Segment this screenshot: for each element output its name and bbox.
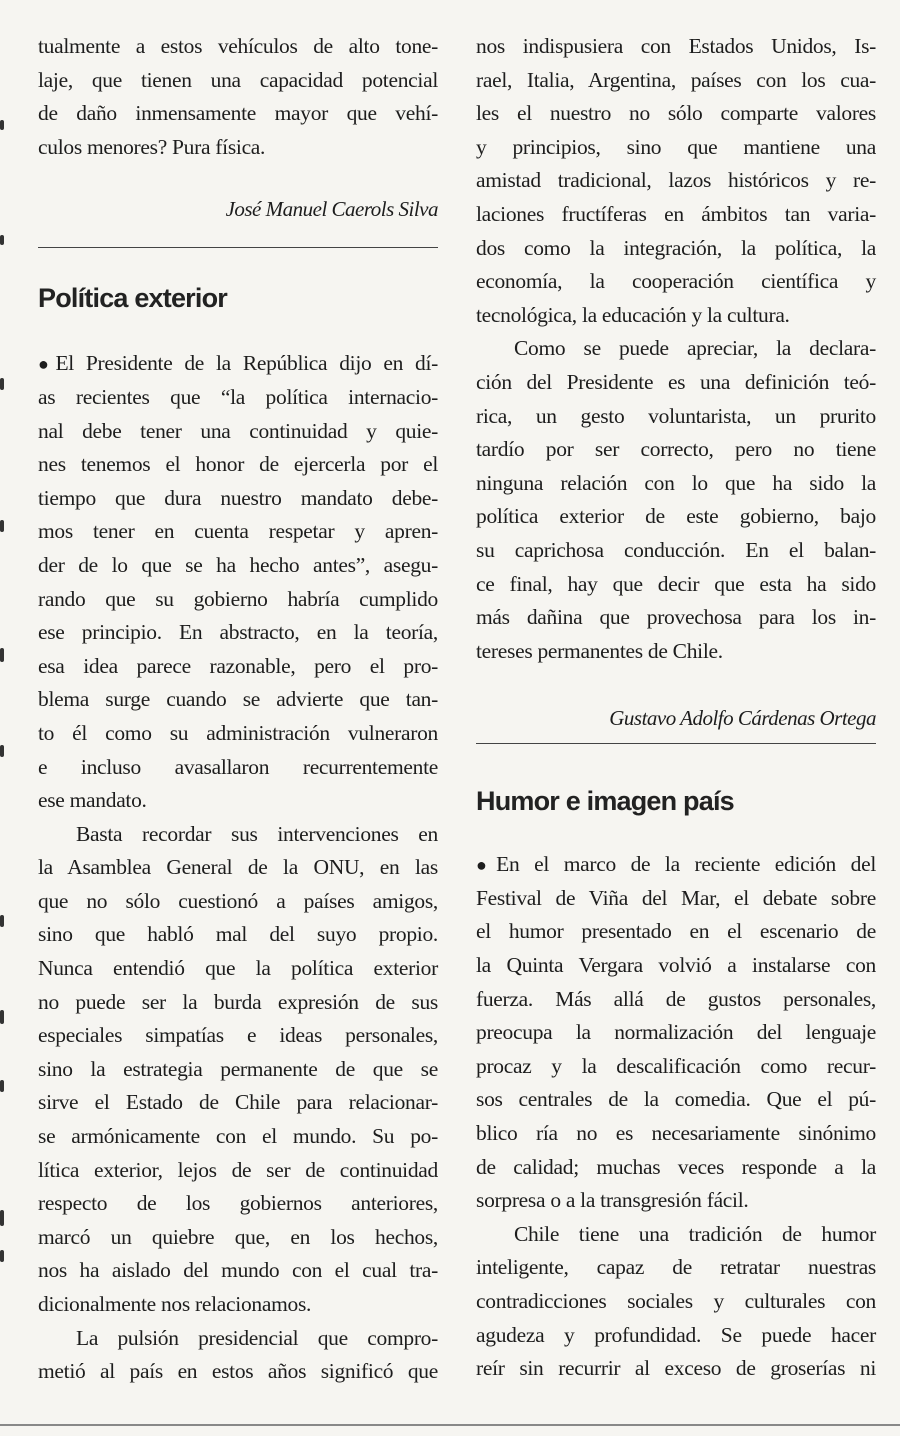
- text-line: sorpresa o a la transgresión fácil.: [476, 1188, 749, 1213]
- text-line: to él como su administración vulneraron: [38, 720, 438, 745]
- text-line: reír sin recurrir al exceso de groserías ni: [476, 1356, 876, 1381]
- text-line: ninguna relación con lo que ha sido la: [476, 470, 876, 495]
- text-line: En el marco de la reciente edición del: [496, 852, 877, 877]
- text-line: sino la estrategia permanente de que se: [38, 1056, 438, 1081]
- right-column: [476, 30, 876, 1386]
- text-line: sino que habló mal del suyo propio.: [38, 922, 438, 947]
- bullet-icon: ●: [476, 855, 497, 876]
- text-line: Basta recordar sus intervenciones en: [76, 821, 438, 846]
- text-line: su caprichosa conducción. En el balan-: [476, 537, 876, 562]
- edge-mark: [0, 1010, 4, 1024]
- section-title-humor-imagen-pais: Humor e imagen país: [476, 786, 734, 817]
- text-line: as recientes que “la política internacio-: [38, 384, 438, 409]
- text-line: de daño inmensamente mayor que vehí-: [38, 101, 438, 126]
- letter-politica-exterior: [38, 347, 438, 1388]
- edge-mark: [0, 1250, 4, 1262]
- text-line: tualmente a estos vehículos de alto tone-: [38, 34, 438, 58]
- text-line: rando que su gobierno habría cumplido: [38, 586, 438, 611]
- text-line: nes tenemos el honor de ejercerla por el: [38, 452, 438, 477]
- text-line: El Presidente de la República dijo en dí-: [55, 351, 438, 376]
- text-line: sos centrales de la comedia. Que el pú-: [476, 1087, 876, 1112]
- text-line: blico ría no es necesariamente sinónimo: [476, 1121, 876, 1146]
- text-line: culos menores? Pura física.: [38, 134, 266, 159]
- edge-mark: [0, 1080, 4, 1092]
- text-line: rael, Italia, Argentina, países con los cua-: [476, 67, 876, 92]
- text-line: tereses permanentes de Chile.: [476, 638, 723, 663]
- text-line: no puede ser la burda expresión de sus: [38, 989, 438, 1014]
- text-line: más dañina que provechosa para los in-: [476, 605, 876, 630]
- text-line: laciones fructíferas en ámbitos tan varia-: [476, 201, 876, 226]
- text-line: der de lo que se ha hecho antes”, asegu-: [38, 552, 438, 577]
- letter-separator: [38, 247, 438, 248]
- text-line: Nunca entendió que la política exterior: [38, 956, 438, 981]
- edge-mark: [0, 915, 4, 927]
- text-line: política exterior de este gobierno, bajo: [476, 504, 876, 529]
- text-line: de calidad; muchas veces responde a la: [476, 1154, 876, 1179]
- letter-humor-imagen-pais: [476, 848, 876, 1386]
- letter-continuation: [38, 30, 438, 164]
- text-line: dicionalmente nos relacionamos.: [38, 1292, 312, 1316]
- text-line: tiempo que dura nuestro mandato debe-: [38, 485, 438, 510]
- text-line: nos indispusiera con Estados Unidos, Is-: [476, 34, 876, 58]
- text-line: respecto de los gobiernos anteriores,: [38, 1191, 438, 1216]
- text-line: el humor presentado en el escenario de: [476, 919, 876, 944]
- edge-mark: [0, 378, 4, 390]
- section-title-politica-exterior: Política exterior: [38, 283, 227, 314]
- text-line: amistad tradicional, lazos históricos y re-: [476, 168, 876, 193]
- text-line: especiales simpatías e ideas personales,: [38, 1023, 438, 1048]
- text-line: dos como la integración, la política, la: [476, 235, 876, 260]
- text-line: nos ha aislado del mundo con el cual tra-: [38, 1258, 438, 1283]
- text-line: les el nuestro no sólo comparte valores: [476, 101, 876, 126]
- text-line: procaz y la descalificación como recur-: [476, 1053, 876, 1078]
- edge-mark: [0, 520, 4, 532]
- text-line: rica, un gesto voluntarista, un prurito: [476, 403, 876, 428]
- text-line: ce final, hay que decir que esta ha sido: [476, 571, 876, 596]
- text-line: lítica exterior, lejos de ser de continuidad: [38, 1157, 438, 1182]
- text-line: economía, la cooperación científica y: [476, 269, 876, 294]
- text-line: e incluso avasallaron recurrentemente: [38, 754, 438, 779]
- letter-separator: [476, 743, 876, 744]
- text-line: preocupa la normalización del lenguaje: [476, 1020, 876, 1045]
- text-line: Chile tiene una tradición de humor: [514, 1221, 876, 1246]
- text-line: mos tener en cuenta respetar y apren-: [38, 519, 438, 544]
- text-line: La pulsión presidencial que compro-: [76, 1325, 438, 1350]
- text-line: la Quinta Vergara volvió a instalarse con: [476, 953, 876, 978]
- text-line: metió al país en estos años significó que: [38, 1359, 438, 1384]
- text-line: agudeza y profundidad. Se puede hacer: [476, 1322, 876, 1347]
- text-line: sirve el Estado de Chile para relacionar-: [38, 1090, 438, 1115]
- edge-mark: [0, 648, 4, 662]
- letter-politica-exterior-continuation: [476, 30, 876, 668]
- letter-signature: José Manuel Caerols Silva: [225, 197, 438, 222]
- text-line: ción del Presidente es una definición teó-: [476, 369, 876, 394]
- edge-mark: [0, 745, 4, 757]
- text-line: Como se puede apreciar, la declara-: [514, 336, 876, 361]
- text-line: y principios, sino que mantiene una: [476, 134, 876, 159]
- edge-mark: [0, 235, 4, 245]
- text-line: ese principio. En abstracto, en la teoría,: [38, 620, 438, 645]
- text-line: fuerza. Más allá de gustos personales,: [476, 986, 876, 1011]
- text-line: la Asamblea General de la ONU, en las: [38, 855, 438, 880]
- edge-mark: [0, 120, 4, 130]
- text-line: contradicciones sociales y culturales con: [476, 1289, 876, 1313]
- text-line: se armónicamente con el mundo. Su po-: [38, 1124, 438, 1149]
- text-line: tardío por ser correcto, pero no tiene: [476, 437, 876, 462]
- text-line: Festival de Viña del Mar, el debate sobre: [476, 885, 876, 910]
- text-line: ese mandato.: [38, 788, 147, 813]
- bullet-icon: ●: [38, 354, 56, 375]
- text-line: marcó un quiebre que, en los hechos,: [38, 1224, 438, 1249]
- text-line: laje, que tienen una capacidad potencial: [38, 67, 438, 92]
- page-bottom-rule: [0, 1424, 900, 1426]
- left-column: [38, 30, 438, 1389]
- letter-signature: Gustavo Adolfo Cárdenas Ortega: [609, 706, 876, 731]
- text-line: inteligente, capaz de retratar nuestras: [476, 1255, 876, 1280]
- text-line: esa idea parece razonable, pero el pro-: [38, 653, 438, 678]
- text-line: que no sólo cuestionó a países amigos,: [38, 888, 438, 913]
- edge-mark: [0, 1210, 4, 1226]
- text-line: tecnológica, la educación y la cultura.: [476, 302, 790, 327]
- text-line: nal debe tener una continuidad y quie-: [38, 418, 438, 443]
- text-line: blema surge cuando se advierte que tan-: [38, 687, 438, 712]
